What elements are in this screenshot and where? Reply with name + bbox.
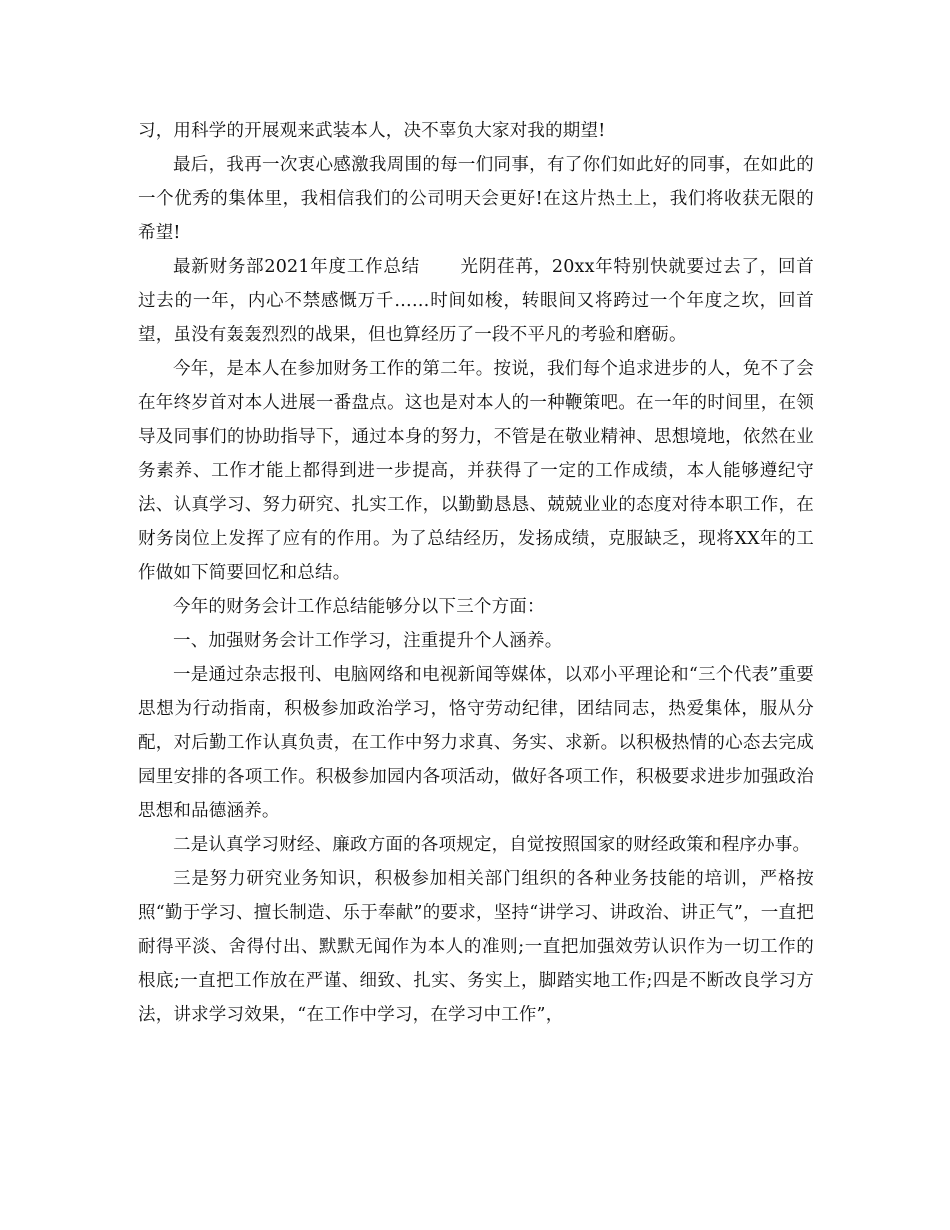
document-body bbox=[138, 114, 814, 1032]
paragraph-second-year: 今年，是本人在参加财务工作的第二年。按说，我们每个追求进步的人，免不了会在年终岁首对本人进展一番盘点。这也是对本人的一种鞭策吧。在一年的时间里，在领导及同事们的协助指导下，通过本身的努力，不管是在敬业精神、思想境地，依然在业务素养、工作才能上都得到进一步提高，并获得了一定的工作成绩，本人能够遵纪守法、认真学习、努力研究、扎实工作，以勤勤恳恳、兢兢业业的态度对待本职工作，在财务岗位上发挥了应有的作用。为了总结经历，发扬成绩，克服缺乏，现将XX年的工作做如下简要回忆和总结。 bbox=[138, 359, 814, 583]
paragraph-point-two: 二是认真学习财经、廉政方面的各项规定，自觉按照国家的财经政策和程序办事。 bbox=[173, 835, 811, 855]
section-heading-one: 一、加强财务会计工作学习，注重提升个人涵养。 bbox=[173, 631, 563, 651]
paragraph-summary-intro bbox=[138, 250, 814, 352]
paragraph-point-one: 一是通过杂志报刊、电脑网络和电视新闻等媒体，以邓小平理论和“三个代表”重要思想为行动指南，积极参加政治学习，恪守劳动纪律，团结同志，热爱集体，服从分配，对后勤工作认真负责，在工作中努力求真、务实、求新。以积极热情的心态去完成园里安排的各项工作。积极参加园内各项活动，做好各项工作，积极要求进步加强政治思想和品德涵养。 bbox=[138, 665, 814, 821]
paragraph-three-aspects: 今年的财务会计工作总结能够分以下三个方面： bbox=[173, 597, 545, 617]
paragraph-closing-thanks: 最后，我再一次衷心感激我周围的每一们同事，有了你们如此好的同事，在如此的一个优秀的集体里，我相信我们的公司明天会更好!在这片热土上，我们将收获无限的希望! bbox=[138, 155, 814, 243]
paragraph-continuation: 习，用科学的开展观来武装本人，决不辜负大家对我的期望! bbox=[138, 121, 606, 141]
paragraph-point-three: 三是努力研究业务知识，积极参加相关部门组织的各种业务技能的培训，严格按照“勤于学习、擅长制造、乐于奉献”的要求，坚持“讲学习、讲政治、讲正气”，一直把耐得平淡、舍得付出、默默无闻作为本人的准则;一直把加强效劳认识作为一切工作的根底;一直把工作放在严谨、细致、扎实、务实上，脚踏实地工作;四是不断改良学习方法，讲求学习效果，“在工作中学习，在学习中工作”， bbox=[138, 869, 814, 1025]
summary-intro-text: 光阴荏苒，20xx年特别快就要过去了，回首过去的一年，内心不禁感慨万千……时间如梭，转眼间又将跨过一个年度之坎，回首望，虽没有轰轰烈烈的战果，但也算经历了一段不平凡的考验和磨砺。 bbox=[138, 257, 814, 345]
summary-title: 最新财务部2021年度工作总结 bbox=[173, 257, 420, 277]
